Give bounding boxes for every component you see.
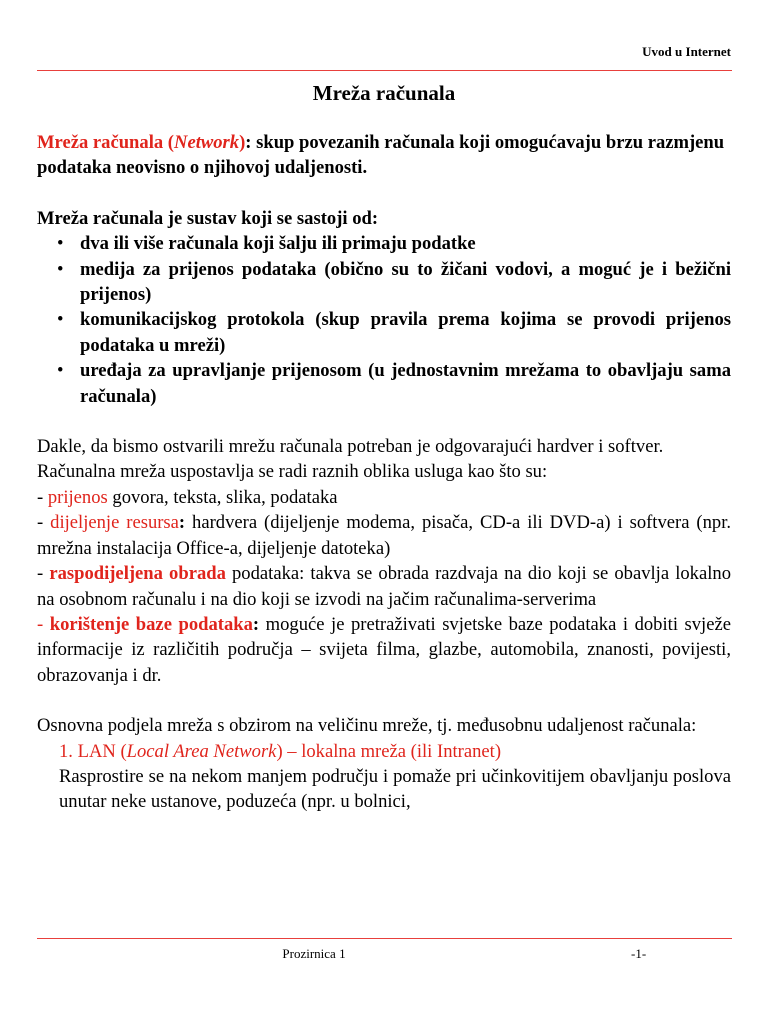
bullet-icon: • xyxy=(57,360,64,382)
bullet-icon: • xyxy=(57,233,64,255)
service-item: - dijeljenje resursa: hardvera (dijeljenje modema, pisača, CD-a ili DVD-a) i softvera (npr. mrežna instalacija Office-a, dijeljenje datoteka) xyxy=(37,512,732,559)
lan-heading: 1. LAN (Local Area Network) – lokalna mreža (ili Intranet) xyxy=(59,740,502,762)
page-number: -1- xyxy=(631,946,647,961)
intro-definition: : skup povezanih računala koji omogućavaju brzu razmjenu podataka neovisno o njihovoj udaljenosti. xyxy=(37,132,725,179)
service-item: - prijenos govora, teksta, slika, podataka xyxy=(37,486,338,508)
footer-rule xyxy=(37,938,732,939)
page-title: Mreža računala xyxy=(312,81,456,105)
content xyxy=(37,130,731,815)
spacer xyxy=(37,688,731,713)
list-item: • dva ili više računala koji šalju ili primaju podatke xyxy=(37,231,731,256)
intro-paragraph xyxy=(37,130,731,181)
intro-term-en: Network xyxy=(174,132,240,153)
list-item: • medija za prijenos podataka (obično su to žičani vodovi, a moguć je i bežični prijenos) xyxy=(57,258,731,306)
paragraph-hardware: Dakle, da bismo ostvarili mrežu računala potreban je odgovarajući hardver i softver. xyxy=(37,436,664,458)
footer-slide-label: Prozirnica 1 xyxy=(282,946,346,961)
bullet-icon: • xyxy=(57,258,64,280)
paragraph-division: Osnovna podjela mreža s obzirom na veličinu mreže, tj. međusobnu udaljenost računala: xyxy=(37,715,697,737)
lan-description: Rasprostire se na nekom manjem području i pomaže pri učinkovitijem obavljanju poslova unutar neke ustanove, poduzeća (npr. u bolnici, xyxy=(59,765,731,813)
list-item: • uređaja za upravljanje prijenosom (u jednostavnim mrežama to obavljaju sama računala) xyxy=(57,360,731,407)
service-item: - raspodijeljena obrada podataka: takva se obrada razdvaja na dio koji se obavlja lokalno na osobnom računalu i na dio koji se izvodi na jačim računalima-serverima xyxy=(37,563,731,610)
header-title: Uvod u Internet xyxy=(642,44,731,59)
intro-term: Mreža računala ( xyxy=(37,132,175,153)
paragraph-services: Računalna mreža uspostavlja se radi raznih oblika usluga kao što su: xyxy=(37,461,548,483)
bullet-icon: • xyxy=(57,309,64,331)
header-rule xyxy=(37,70,732,71)
consists-heading: Mreža računala je sustav koji se sastoji od: xyxy=(37,207,379,229)
list-item: • komunikacijskog protokola (skup pravila prema kojima se provodi prijenos podataka u mreži) xyxy=(57,309,731,356)
service-item: - korištenje baze podataka: moguće je pretraživati svjetske baze podataka i dobiti svježe informacije iz različitih područja – svijeta filma, glazbe, automobila, znanosti, povijesti, obrazovanja i dr. xyxy=(37,613,731,686)
spacer xyxy=(37,181,731,206)
intro-term-close: ) xyxy=(239,132,246,153)
components-list xyxy=(37,231,731,409)
spacer xyxy=(37,409,731,434)
